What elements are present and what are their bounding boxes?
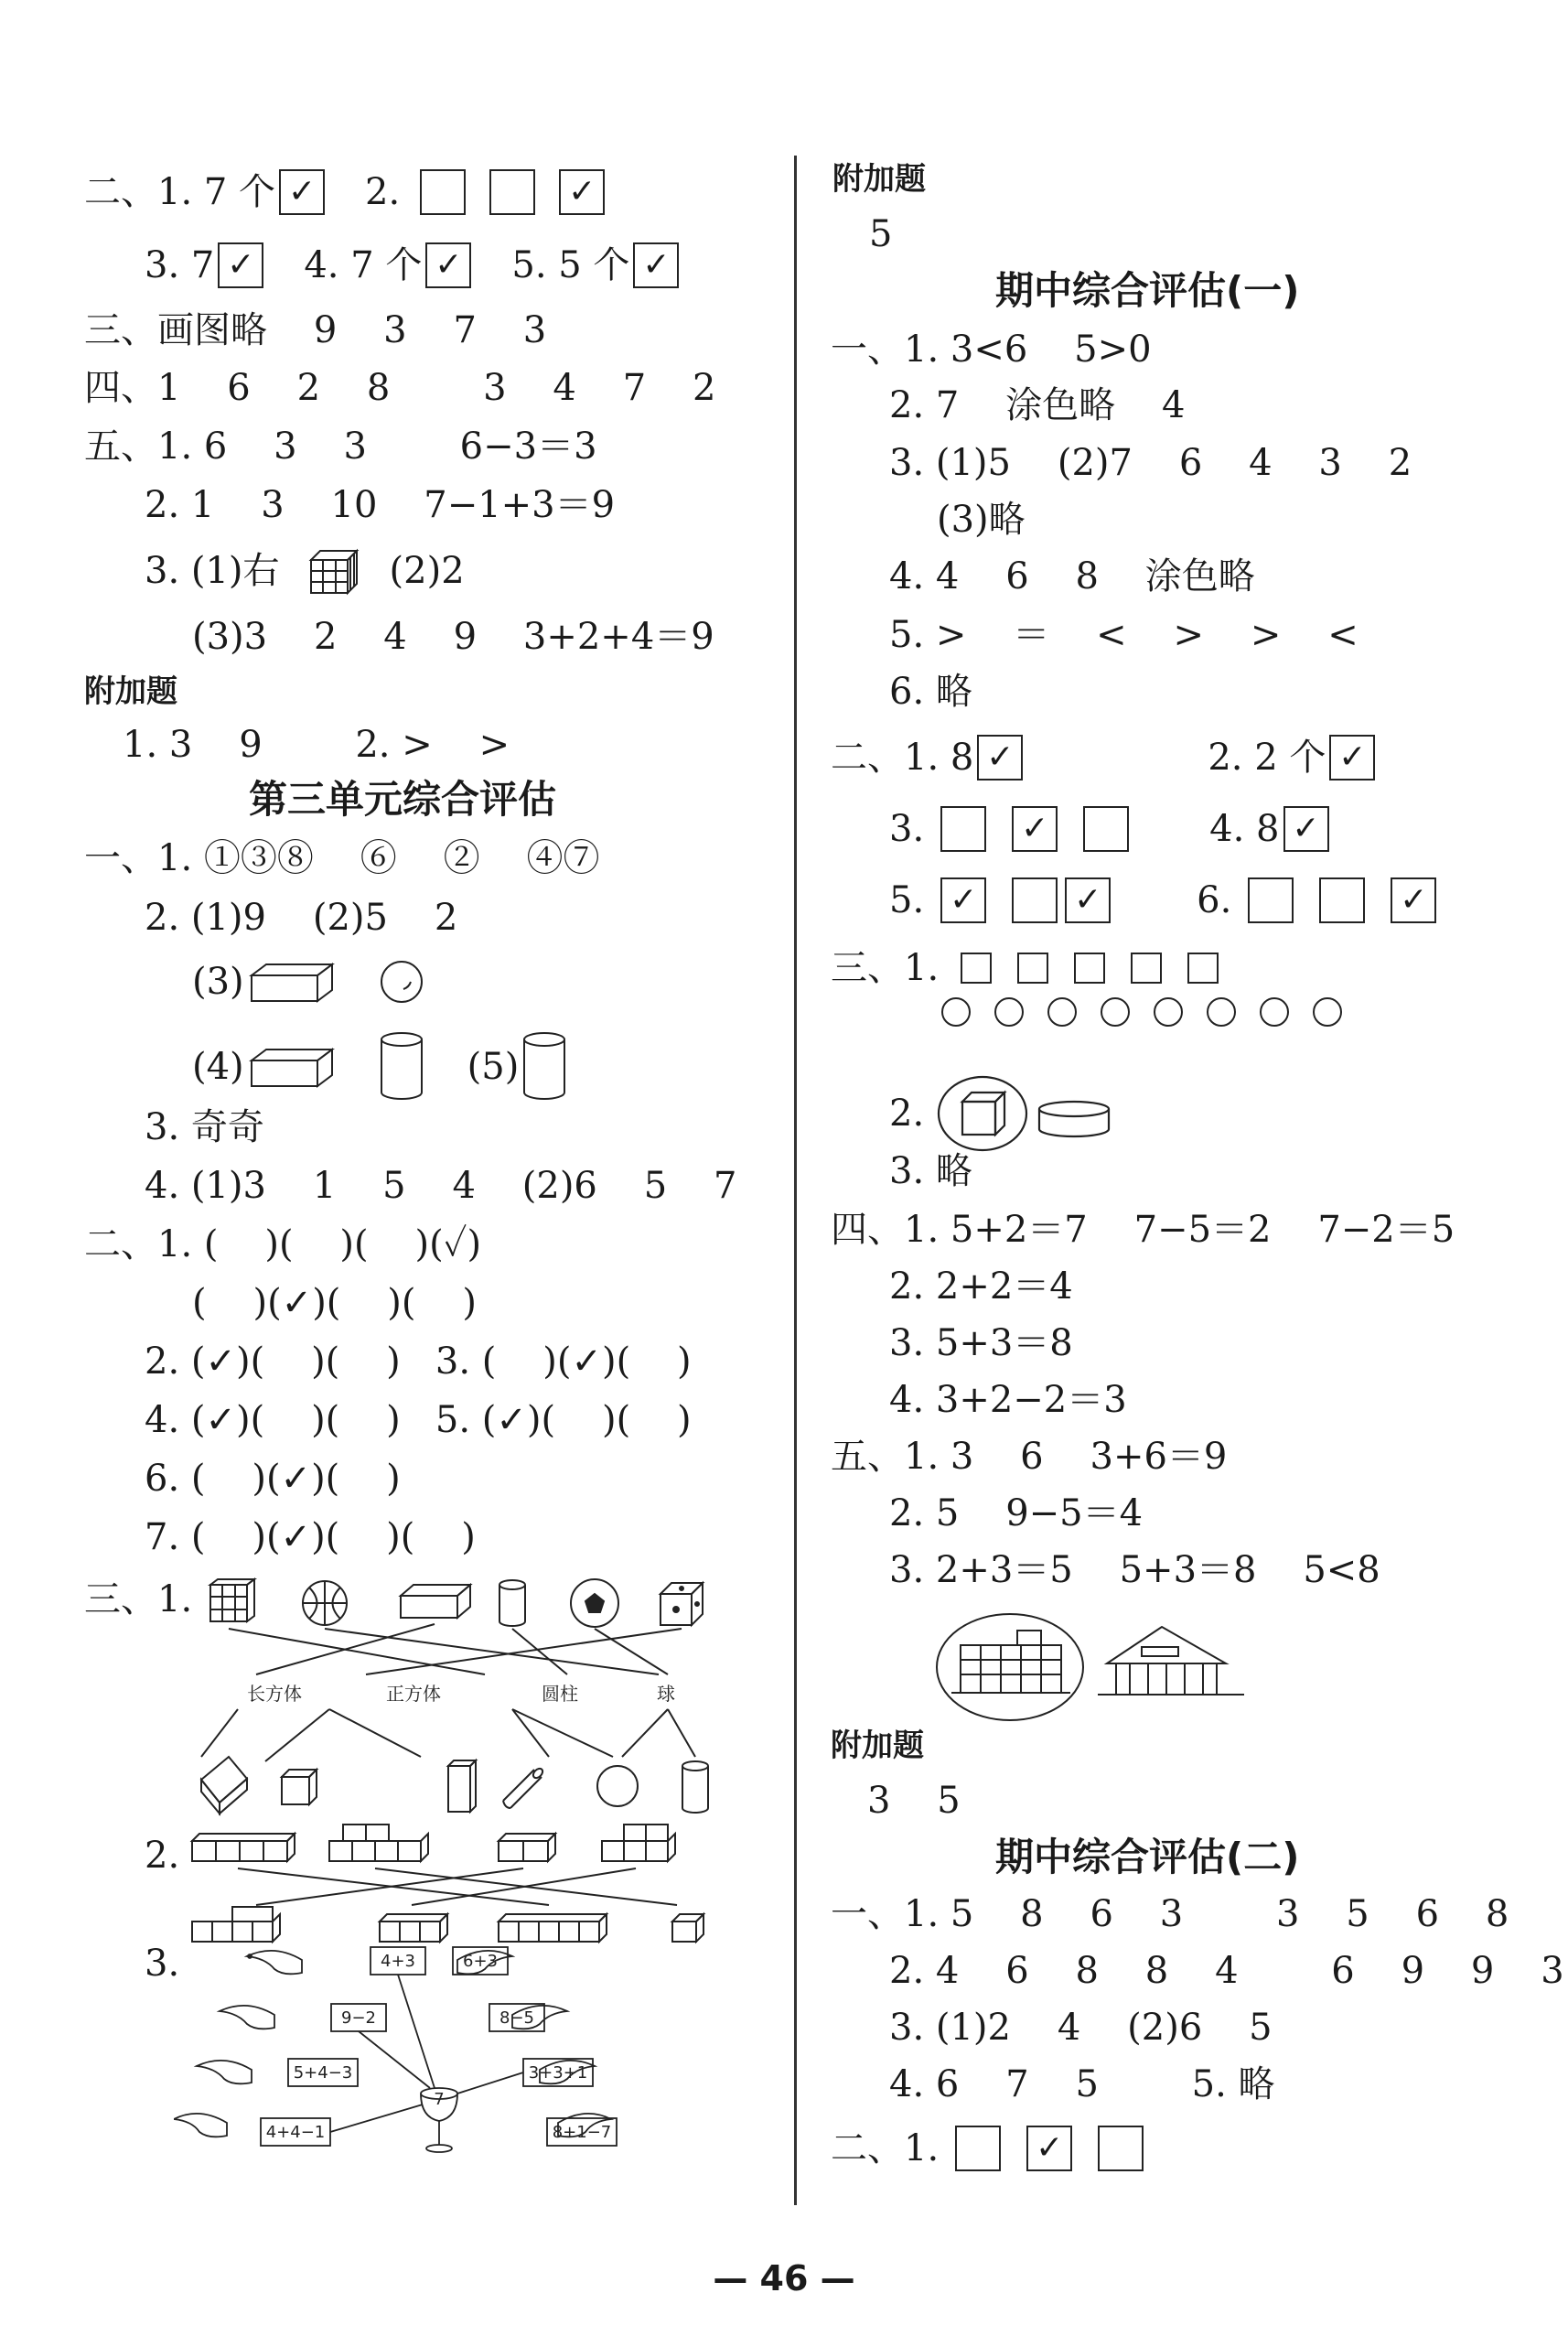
left-line-21: 6. ( )(✓)( ) [145, 1458, 401, 1500]
check-box: ✓ [559, 169, 605, 215]
check-box: ✓ [279, 169, 325, 215]
blocks-bottom-1 [192, 1907, 280, 1942]
left-line-17: 二、1. ( )( )( )(✓) [84, 1223, 482, 1265]
envelope-label: 5+4−3 [293, 2063, 353, 2083]
rod-icon [503, 1767, 544, 1808]
circle-shape [1207, 997, 1236, 1027]
right-line-5: 3. (1)5 (2)7 6 4 3 2 [889, 442, 1412, 484]
envelope-label: 4+3 [381, 1952, 415, 1971]
right-extra-heading-2: 附加题 [831, 1728, 924, 1764]
cylinder-icon [376, 1030, 427, 1103]
box-icon [401, 1585, 470, 1618]
right-line-16: 3. 略 [889, 1150, 972, 1192]
right-line-23: 3. 2+3＝5 5+3＝8 5<8 [889, 1549, 1380, 1591]
left-line-4: 四、1 6 2 8 3 4 7 2 [84, 367, 716, 409]
left-line-10: 1. 3 9 2. > > [123, 724, 510, 766]
column-divider [794, 156, 797, 2205]
section-title-midterm-1: 期中综合评估(一) [995, 268, 1300, 313]
right-line-20: 4. 3+2−2＝3 [889, 1379, 1127, 1421]
circle-shape [1313, 997, 1342, 1027]
left-extra-heading: 附加题 [84, 673, 177, 710]
left-line-16: 4. (1)3 1 5 4 (2)6 5 7 [145, 1165, 737, 1207]
right-line-21: 五、1. 3 6 3+6＝9 [831, 1436, 1228, 1478]
right-line-4: 2. 7 涂色略 4 [889, 384, 1186, 426]
right-line-11: 3. ✓ 4. 8 ✓ [889, 803, 1333, 855]
ball-icon [597, 1766, 638, 1806]
pigeon-icon [247, 1951, 302, 1974]
envelope-label: 3+3+1 [528, 2063, 588, 2083]
right-line-18: 2. 2+2＝4 [889, 1265, 1073, 1308]
cylinder-icon [519, 1030, 570, 1103]
right-line-17: 四、1. 5+2＝7 7−5＝2 7−2＝5 [831, 1209, 1455, 1251]
right-line-13: 三、1. [831, 942, 1231, 994]
left-line-22: 7. ( )(✓)( )( ) [145, 1516, 476, 1558]
right-line-3: 一、1. 3<6 5>0 [831, 328, 1152, 371]
left-line-25: 3. [145, 1943, 180, 1985]
left-line-18: ( )(✓)( )( ) [192, 1282, 477, 1324]
cup-label: 7 [434, 2090, 445, 2109]
right-line-7: 4. 4 6 8 涂色略 [889, 555, 1255, 597]
envelope-label: 9−2 [341, 2008, 376, 2028]
empty-box [489, 169, 535, 215]
tilted-cuboid-icon [201, 1757, 247, 1814]
envelope-label: 8+1−7 [552, 2123, 612, 2142]
cube-circled-figure [935, 1072, 1118, 1155]
empty-box [420, 169, 466, 215]
blocks-l-shape [602, 1825, 675, 1861]
circle-shape [1101, 997, 1130, 1027]
right-line-8: 5. > ＝ < > > < [889, 614, 1359, 656]
pigeon-icon [220, 2006, 274, 2029]
left-line-1: 二、1. 7 个 ✓ 2. ✓ [84, 167, 608, 218]
blocks-4-row [192, 1834, 295, 1861]
left-line-14: (4) (5) [192, 1030, 570, 1103]
right-line-2: 5 [869, 213, 893, 255]
pigeon-mail-figure [174, 1940, 723, 2196]
left-line-13: (3) [192, 956, 427, 1007]
left-line-6: 2. 1 3 10 7−1+3＝9 [145, 484, 616, 526]
block-matching-figure [183, 1821, 732, 1958]
left-line-2: 3. 7 ✓ 4. 7 个 ✓ 5. 5 个 ✓ [145, 240, 682, 291]
circle-shape [994, 997, 1024, 1027]
left-line-20: 4. (✓)( )( ) 5. (✓)( )( ) [145, 1399, 692, 1441]
dice-icon [660, 1583, 703, 1625]
square-shape [1017, 953, 1048, 984]
pigeon-icon [197, 2061, 252, 2083]
circle-shape [1154, 997, 1183, 1027]
right-line-29: 4. 6 7 5 5. 略 [889, 2063, 1275, 2105]
blocks-bottom-4 [672, 1914, 703, 1942]
blocks-2-row [499, 1834, 555, 1861]
blocks-bottom-2 [380, 1914, 447, 1942]
section-title-unit3: 第三单元综合评估 [249, 777, 557, 822]
label-sphere: 球 [657, 1683, 675, 1705]
circle-shape [1047, 997, 1077, 1027]
label-cuboid: 长方体 [247, 1683, 302, 1705]
shape-matching-figure [183, 1574, 750, 1839]
circle-shape [941, 997, 971, 1027]
basketball-icon [303, 1581, 347, 1625]
left-line-15: 3. 奇奇 [145, 1106, 264, 1148]
right-line-10: 二、1. 8 ✓ 2. 2 个 ✓ [831, 732, 1379, 783]
left-line-23: 三、1. [84, 1578, 193, 1620]
right-line-15: 2. [889, 1072, 1118, 1155]
right-line-22: 2. 5 9−5＝4 [889, 1492, 1144, 1534]
square-shape [961, 953, 992, 984]
circle-shape [1260, 997, 1289, 1027]
left-line-8: (3)3 2 4 9 3+2+4＝9 [192, 616, 714, 658]
right-line-28: 3. (1)2 4 (2)6 5 [889, 2007, 1273, 2049]
right-line-30: 二、1. ✓ [831, 2123, 1147, 2174]
can-icon [499, 1580, 525, 1626]
cube-grid-icon [210, 1579, 254, 1621]
square-shape [1074, 953, 1105, 984]
left-line-24: 2. [145, 1835, 180, 1877]
envelope-label: 4+4−1 [265, 2123, 326, 2142]
label-cube: 正方体 [386, 1683, 441, 1705]
left-line-7: 3. (1)右 (2)2 [145, 545, 465, 597]
right-line-6: (3)略 [937, 499, 1026, 541]
small-cube-icon [282, 1770, 317, 1804]
blocks-stack [329, 1825, 428, 1861]
right-line-27: 2. 4 6 8 8 4 6 9 9 3 [889, 1950, 1564, 1992]
cuboid-icon [248, 1044, 339, 1090]
right-extra-heading: 附加题 [832, 161, 926, 198]
pigeon-icon [174, 2114, 227, 2137]
buildings-figure [933, 1609, 1262, 1728]
right-line-14-circles [929, 997, 1354, 1027]
square-shape [1187, 953, 1219, 984]
envelope-label: 8−5 [499, 2008, 534, 2028]
soccer-ball-icon [571, 1579, 618, 1627]
left-line-11: 一、1. ①③⑧ ⑥ ② ④⑦ [84, 837, 600, 879]
left-line-3: 三、画图略 9 3 7 3 [84, 309, 547, 351]
cuboid-icon [248, 959, 339, 1005]
left-line-12: 2. (1)9 (2)5 2 [145, 897, 458, 939]
left-line-5: 五、1. 6 3 3 6−3＝3 [84, 425, 597, 468]
right-line-9: 6. 略 [889, 671, 972, 713]
square-shape [1131, 953, 1162, 984]
rubik-cube-icon [298, 545, 371, 597]
museum-building-icon [1098, 1627, 1244, 1695]
section-title-midterm-2: 期中综合评估(二) [995, 1835, 1300, 1879]
label-cylinder: 圆柱 [542, 1683, 578, 1705]
right-line-25: 3 5 [867, 1780, 961, 1822]
right-line-12: 5. ✓ ✓ 6. ✓ [889, 875, 1440, 926]
envelope-label: 6+3 [463, 1952, 498, 1971]
right-line-19: 3. 5+3＝8 [889, 1322, 1073, 1364]
tall-cuboid-icon [448, 1760, 476, 1812]
right-line-26: 一、1. 5 8 6 3 3 5 6 8 [831, 1893, 1509, 1935]
page-number: — 46 — [713, 2258, 855, 2298]
school-building-icon [951, 1631, 1070, 1693]
cylinder-icon [682, 1761, 708, 1813]
left-line-19: 2. (✓)( )( ) 3. ( )(✓)( ) [145, 1340, 692, 1383]
sphere-icon [376, 956, 427, 1007]
blocks-bottom-3 [499, 1914, 607, 1942]
